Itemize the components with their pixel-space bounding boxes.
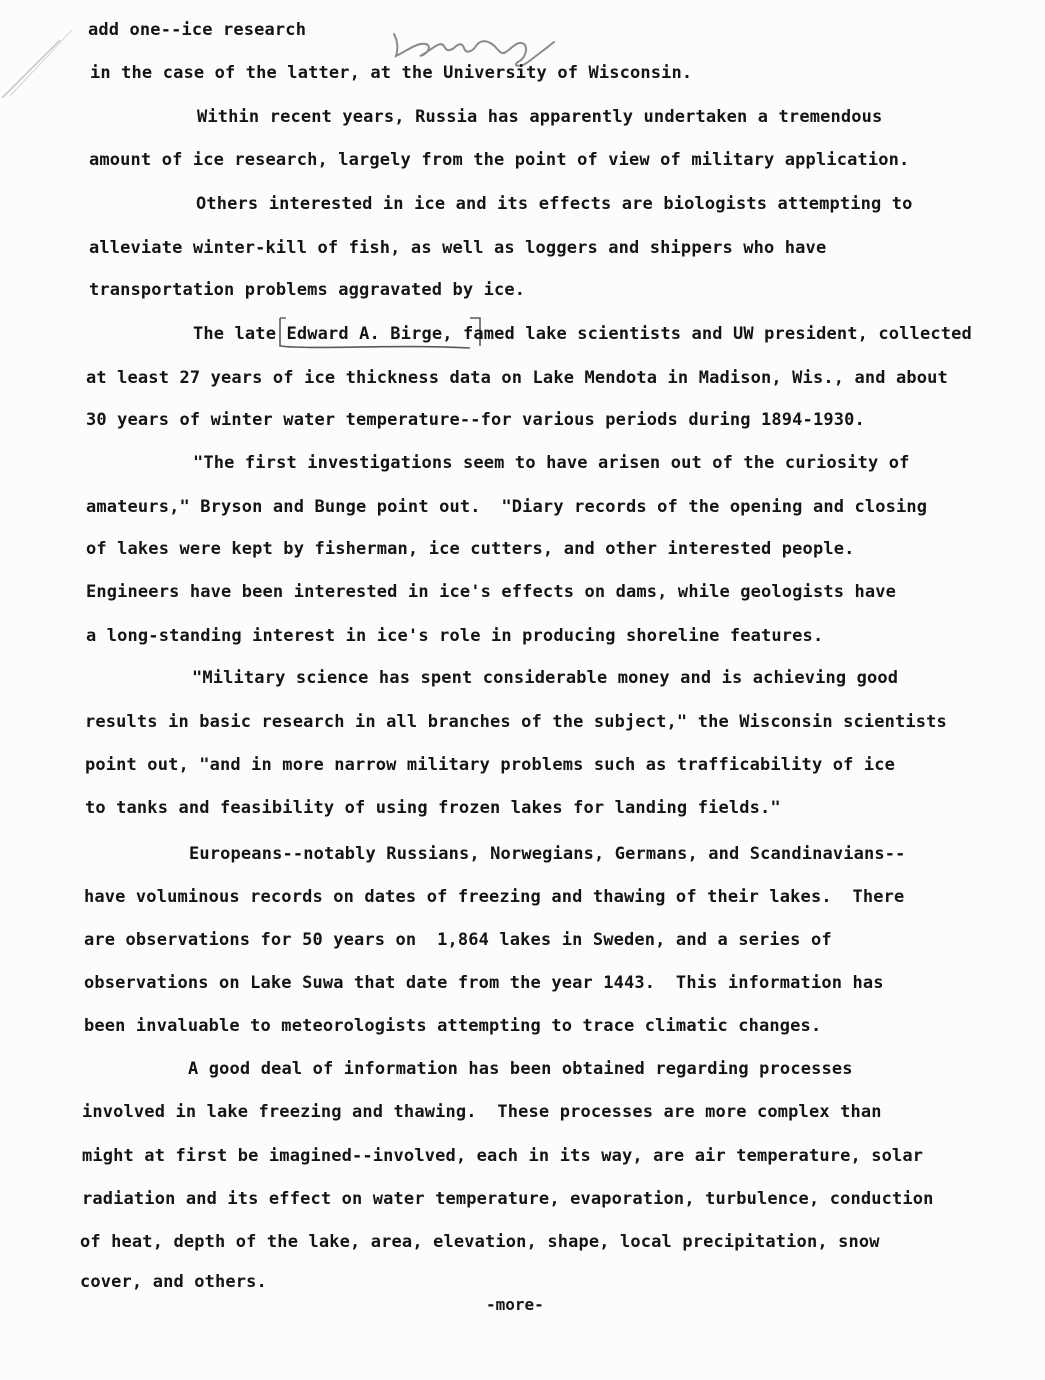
text-line: A good deal of information has been obtained regarding processes (188, 1059, 853, 1079)
text-line: Europeans--notably Russians, Norwegians, Germans, and Scandinavians-- (189, 844, 906, 864)
text-line: cover, and others. (80, 1272, 267, 1292)
text-line: involved in lake freezing and thawing. These processes are more complex than (82, 1102, 882, 1122)
text-line: in the case of the latter, at the University of Wisconsin. (90, 63, 693, 83)
text-line: add one--ice research (88, 20, 307, 40)
text-line: of lakes were kept by fisherman, ice cutters, and other interested people. (86, 539, 855, 559)
text-line: "The first investigations seem to have arisen out of the curiosity of (193, 453, 910, 473)
text-line: radiation and its effect on water temperature, evaporation, turbulence, conduction (82, 1189, 934, 1209)
text-line: of heat, depth of the lake, area, elevation, shape, local precipitation, snow (80, 1232, 880, 1252)
text-line: a long-standing interest in ice's role in producing shoreline features. (86, 626, 824, 646)
text-line: observations on Lake Suwa that date from the year 1443. This information has (84, 973, 884, 993)
text-line: amount of ice research, largely from the point of view of military application. (89, 150, 910, 170)
text-line: results in basic research in all branches of the subject," the Wisconsin scientists (85, 712, 947, 732)
text-line: Engineers have been interested in ice's effects on dams, while geologists have (86, 582, 897, 602)
text-line: might at first be imagined--involved, each in its way, are air temperature, solar (82, 1146, 924, 1166)
text-line: been invaluable to meteorologists attempting to trace climatic changes. (84, 1016, 822, 1036)
text-line: at least 27 years of ice thickness data on Lake Mendota in Madison, Wis., and about (86, 368, 948, 388)
text-line: have voluminous records on dates of freezing and thawing of their lakes. There (84, 887, 905, 907)
text-line: are observations for 50 years on 1,864 lakes in Sweden, and a series of (84, 930, 832, 950)
text-line: transportation problems aggravated by ice. (89, 280, 526, 300)
page-footer: -more- (486, 1295, 544, 1314)
text-line: "Military science has spent considerable money and is achieving good (192, 668, 899, 688)
text-line: The late Edward A. Birge, famed lake scientists and UW president, collected (193, 324, 972, 344)
text-line: alleviate winter-kill of fish, as well as loggers and shippers who have (89, 238, 827, 258)
text-line: amateurs," Bryson and Bunge point out. "Diary records of the opening and closing (86, 497, 928, 517)
text-line: 30 years of winter water temperature--for various periods during 1894-1930. (86, 410, 865, 430)
text-line: Others interested in ice and its effects are biologists attempting to (196, 194, 913, 214)
text-line: point out, "and in more narrow military problems such as trafficability of ice (85, 755, 896, 775)
text-line: Within recent years, Russia has apparently undertaken a tremendous (197, 107, 883, 127)
text-line: to tanks and feasibility of using frozen lakes for landing fields." (85, 798, 781, 818)
